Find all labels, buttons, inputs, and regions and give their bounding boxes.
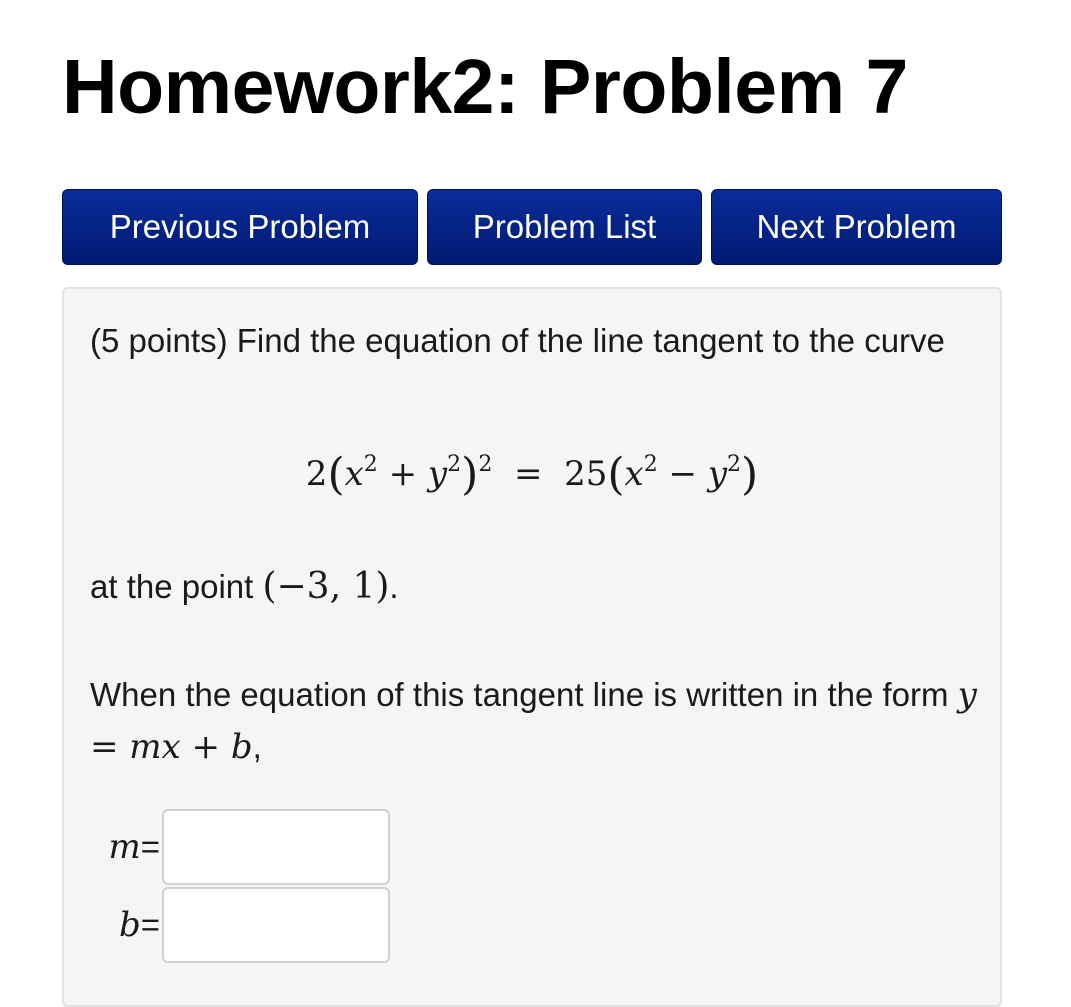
equation-minus: − bbox=[668, 454, 697, 494]
answer-equals-m: = bbox=[140, 828, 160, 865]
form-equation: y = mx + b bbox=[90, 675, 977, 767]
answer-label-b bbox=[90, 905, 162, 945]
equation-plus: + bbox=[388, 454, 418, 494]
point-suffix: . bbox=[389, 568, 399, 605]
next-problem-button[interactable]: Next Problem bbox=[711, 189, 1002, 265]
form-text: When the equation of this tangent line is written in the form bbox=[90, 676, 949, 713]
equation-y: y bbox=[427, 454, 448, 494]
problem-body bbox=[62, 287, 1002, 1007]
intercept-b-input[interactable] bbox=[162, 887, 390, 963]
answer-row-b bbox=[90, 887, 390, 963]
answer-equals-b: = bbox=[140, 906, 160, 943]
equation-exp: 2 bbox=[727, 452, 742, 477]
answer-var-m: m bbox=[108, 827, 141, 867]
answer-var-b: b bbox=[118, 905, 141, 945]
form-instruction-text bbox=[90, 669, 980, 773]
problem-list-button[interactable]: Problem List bbox=[427, 189, 702, 265]
point-coordinates: (−3, 1) bbox=[262, 566, 390, 607]
form-suffix: , bbox=[252, 728, 262, 765]
point-text bbox=[90, 561, 980, 613]
equation-exp: 2 bbox=[447, 452, 462, 477]
point-prefix: at the point bbox=[90, 568, 254, 605]
previous-problem-button[interactable]: Previous Problem bbox=[62, 189, 418, 265]
equation-equals: = bbox=[513, 454, 543, 494]
answer-label-m bbox=[90, 827, 162, 867]
equation-outer-exp: 2 bbox=[478, 452, 493, 477]
slope-m-input[interactable] bbox=[162, 809, 390, 885]
page-title: Homework2: Problem 7 bbox=[62, 44, 908, 130]
curve-equation: $2(x^2 + y^2)^2 = 25(x^2 - y^2)$ bbox=[305, 449, 759, 500]
equation-y: y bbox=[707, 454, 728, 494]
equation-rhs-coef: 25 bbox=[564, 454, 608, 494]
equation-exp: 2 bbox=[643, 452, 658, 477]
answer-row-m bbox=[90, 809, 390, 885]
equation-lhs-coef: 2 bbox=[305, 454, 328, 494]
equation-exp: 2 bbox=[363, 452, 378, 477]
equation-x: x bbox=[344, 454, 364, 494]
problem-intro-text: (5 points) Find the equation of the line tangent to the curve bbox=[90, 322, 945, 359]
equation-x: x bbox=[624, 454, 644, 494]
problem-nav-bar bbox=[62, 189, 1002, 267]
